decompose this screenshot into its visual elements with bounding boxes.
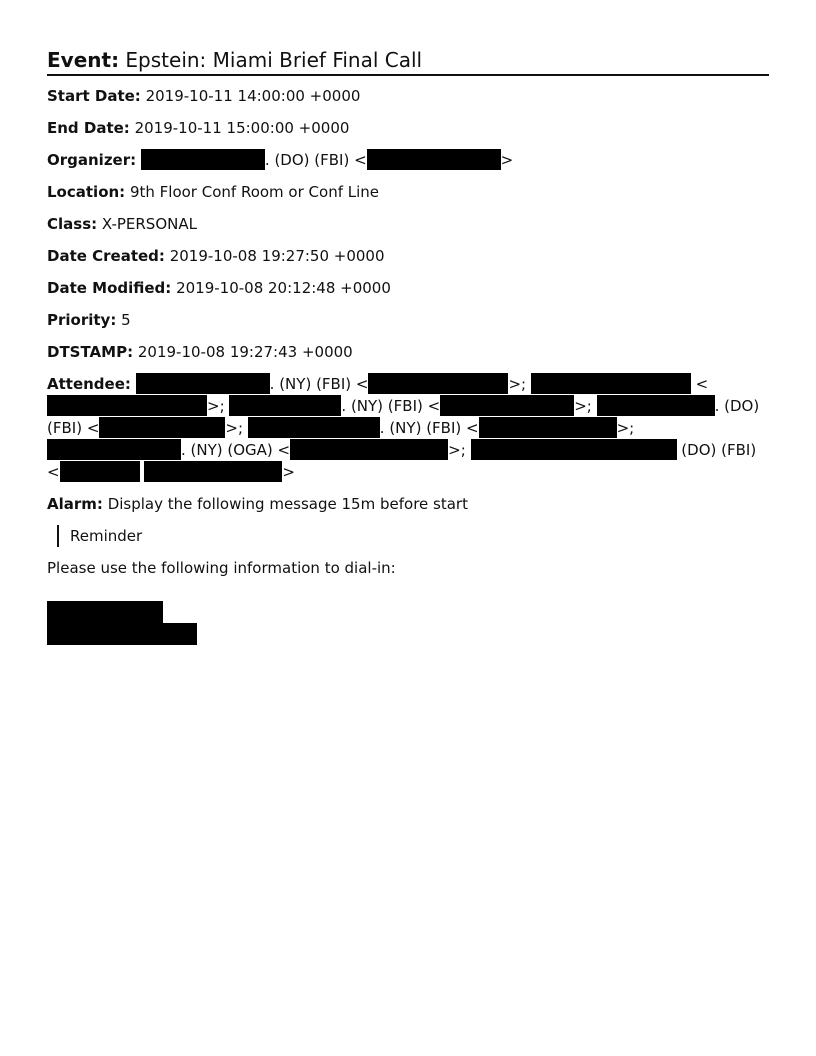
date-created-row <box>47 245 769 267</box>
priority-label: Priority: <box>47 311 117 329</box>
redaction-block <box>597 395 715 416</box>
redaction-block <box>47 439 181 460</box>
alarm-label: Alarm: <box>47 495 103 513</box>
location-label: Location: <box>47 183 126 201</box>
date-modified-row <box>47 277 769 299</box>
attendee-text: >; <box>225 419 244 437</box>
redaction-block <box>479 417 617 438</box>
priority-row <box>47 309 769 331</box>
location-value: 9th Floor Conf Room or Conf Line <box>129 183 380 201</box>
start-date-row <box>47 85 769 107</box>
redaction-block <box>60 461 140 482</box>
organizer-suffix: . (DO) (FBI) < <box>264 151 367 169</box>
attendee-text: . (DO) (FBI) < <box>47 397 760 437</box>
attendee-text: >; <box>448 441 466 459</box>
attendee-text: < <box>695 375 709 393</box>
attendee-row <box>47 373 769 483</box>
redaction-block <box>136 373 270 394</box>
end-date-row <box>47 117 769 139</box>
calendar-event-document <box>47 46 769 645</box>
redaction-block <box>144 461 282 482</box>
class-label: Class: <box>47 215 98 233</box>
date-modified-value: 2019-10-08 20:12:48 +0000 <box>176 279 391 297</box>
alarm-reminder-quote <box>57 525 769 547</box>
class-row <box>47 213 769 235</box>
date-modified-label: Date Modified: <box>47 279 172 297</box>
start-date-label: Start Date: <box>47 87 141 105</box>
redaction-block <box>141 149 265 170</box>
start-date-value: 2019-10-11 14:00:00 +0000 <box>145 87 361 105</box>
dtstamp-label: DTSTAMP: <box>47 343 134 361</box>
organizer-row <box>47 149 769 171</box>
attendee-text: . (NY) (FBI) < <box>379 419 479 437</box>
redaction-block <box>471 439 677 460</box>
organizer-label: Organizer: <box>47 151 137 169</box>
redaction-block <box>248 417 380 438</box>
dtstamp-row <box>47 341 769 363</box>
end-date-label: End Date: <box>47 119 130 137</box>
attendee-text: >; <box>207 397 225 415</box>
redaction-block <box>47 395 207 416</box>
location-row <box>47 181 769 203</box>
attendee-text: > <box>282 463 295 481</box>
date-created-value: 2019-10-08 19:27:50 +0000 <box>169 247 385 265</box>
event-label: Event: <box>47 48 120 72</box>
date-created-label: Date Created: <box>47 247 165 265</box>
event-title-row <box>47 46 769 76</box>
dtstamp-value: 2019-10-08 19:27:43 +0000 <box>137 343 353 361</box>
alarm-row <box>47 493 769 515</box>
event-title: Epstein: Miami Brief Final Call <box>125 48 423 72</box>
redaction-block <box>531 373 691 394</box>
redaction-block <box>368 373 508 394</box>
redaction-block <box>290 439 448 460</box>
organizer-close: > <box>500 151 514 169</box>
alarm-value: Display the following message 15m before start <box>107 495 468 513</box>
attendee-text: . (NY) (OGA) < <box>181 441 291 459</box>
redaction-block <box>440 395 574 416</box>
end-date-value: 2019-10-11 15:00:00 +0000 <box>134 119 350 137</box>
attendee-text: . (NY) (FBI) < <box>341 397 441 415</box>
redaction-block <box>229 395 341 416</box>
redaction-block <box>99 417 225 438</box>
redaction-block <box>47 623 197 645</box>
attendee-text: >; <box>574 397 592 415</box>
attendee-text: (DO) (FBI) < <box>47 441 757 481</box>
alarm-reminder-text: Reminder <box>70 527 143 545</box>
dial-in-text: Please use the following information to dial-in: <box>47 559 396 577</box>
attendee-text: >; <box>508 375 527 393</box>
attendee-text: . (NY) (FBI) < <box>269 375 369 393</box>
priority-value: 5 <box>121 311 131 329</box>
attendee-label: Attendee: <box>47 375 131 393</box>
class-value: X-PERSONAL <box>101 215 197 233</box>
attendee-text: >; <box>616 419 635 437</box>
redaction-block <box>47 601 163 623</box>
redaction-block <box>367 149 501 170</box>
